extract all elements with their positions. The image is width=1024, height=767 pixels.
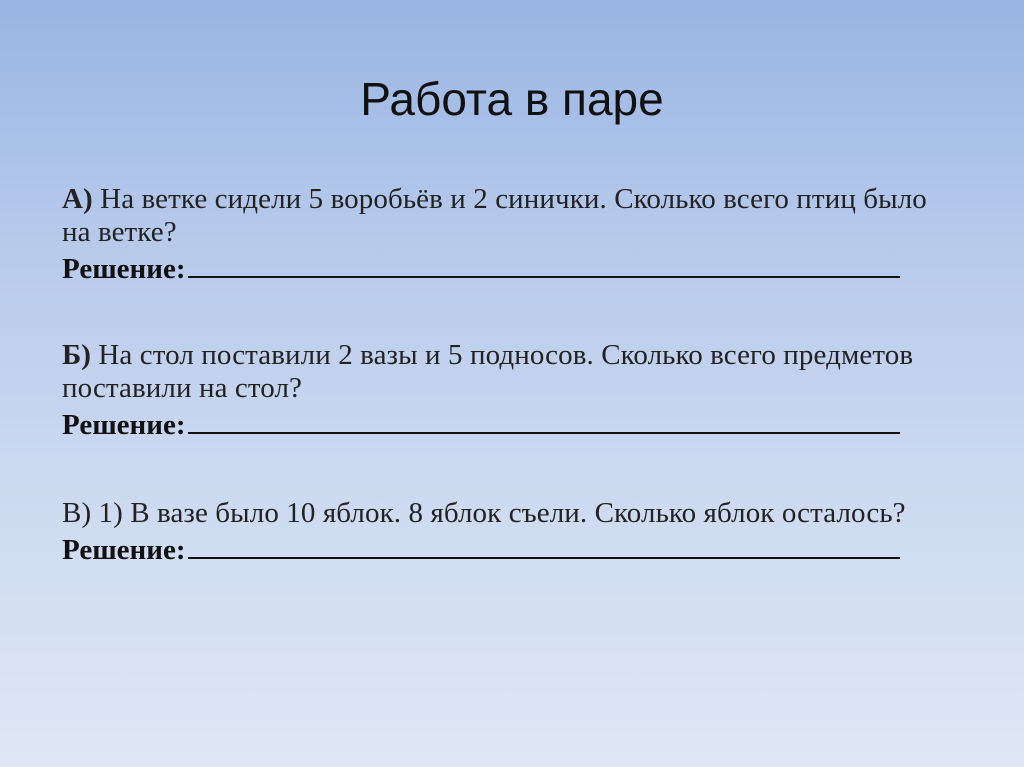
solution-row bbox=[62, 249, 962, 289]
answer-blank-line bbox=[188, 412, 900, 434]
solution-label: Решение: bbox=[62, 253, 186, 285]
task-a bbox=[62, 183, 962, 289]
task-b bbox=[62, 339, 962, 445]
task-marker: В) bbox=[62, 497, 92, 529]
task-marker: Б) bbox=[62, 339, 92, 371]
task-question bbox=[62, 497, 962, 530]
task-c bbox=[62, 497, 962, 570]
task-question bbox=[62, 183, 962, 249]
solution-row bbox=[62, 405, 962, 445]
task-question bbox=[62, 339, 962, 405]
solution-label: Решение: bbox=[62, 534, 186, 566]
solution-row bbox=[62, 530, 962, 570]
answer-blank-line bbox=[188, 256, 900, 278]
task-text: На стол поставили 2 вазы и 5 подносов. Сколько всего предметов поставили на стол? bbox=[62, 339, 914, 404]
task-text: 1) В вазе было 10 яблок. 8 яблок съели. Сколько яблок осталось? bbox=[91, 497, 906, 529]
slide-title: Работа в паре bbox=[360, 73, 664, 125]
task-marker: А) bbox=[62, 183, 93, 215]
solution-label: Решение: bbox=[62, 409, 186, 441]
answer-blank-line bbox=[188, 537, 900, 559]
task-text: На ветке сидели 5 воробьёв и 2 синички. Сколько всего птиц было на ветке? bbox=[62, 183, 927, 248]
